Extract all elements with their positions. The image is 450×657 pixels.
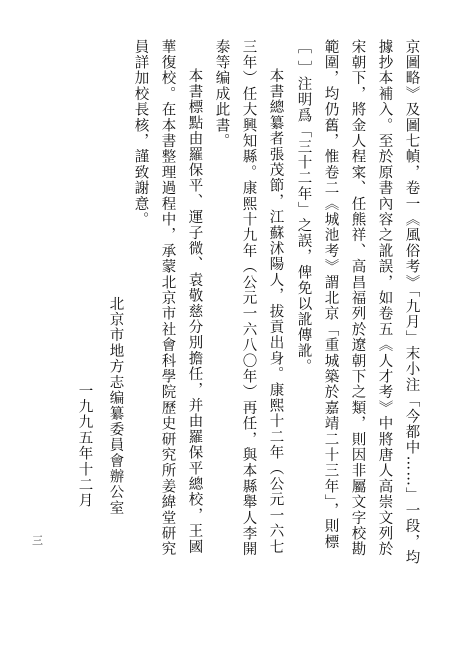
text-column-11: 員詳加校長核，謹致謝意。 xyxy=(132,39,149,228)
text-column-3: 宋朝下，將金人程寀、任熊祥、高昌福列於遼朝下之類，則因非屬文字校勘 xyxy=(349,39,366,558)
text-column-6: 本書總纂者張茂節，江蘇沭陽人，拔貢出身。康熙十二年（公元一六七 xyxy=(267,68,284,555)
text-column-4: 範圍，均仍舊，惟卷二《城池考》謂北京「重城築於嘉靖二十三年」，則標 xyxy=(322,39,339,550)
text-column-5: ［ ］注明爲「三十二年」之誤，俾免以訛傳訛。 xyxy=(295,39,312,375)
signature-organization: 北京市地方志编纂委員會辦公室 xyxy=(107,296,124,516)
text-column-7: 三年）任大興知縣。康熙十九年（公元一六八〇年）再任，與本縣舉人李開 xyxy=(240,39,257,558)
text-column-1: 京圖略》及圖七幀，卷一《風俗考》「九月」末小注「今都中……」一段，均 xyxy=(403,39,420,566)
text-column-2: 據抄本補入。至於原書內容之訛誤，如卷五《人才考》中將唐人高崇文列於 xyxy=(376,39,393,558)
text-column-9: 本書標點由羅保平、運子微、袁敬慈分別擔任，并由羅保平總校，王國 xyxy=(186,68,203,555)
text-column-8: 泰等编成此書。 xyxy=(213,39,230,149)
text-column-10: 華復校。在本書整理過程中，承蒙北京市社會科學院歷史研究所姜緯堂研究 xyxy=(159,39,176,558)
signature-date: 一九九五年十二月 xyxy=(76,383,93,509)
page-number: 三 xyxy=(32,534,43,547)
